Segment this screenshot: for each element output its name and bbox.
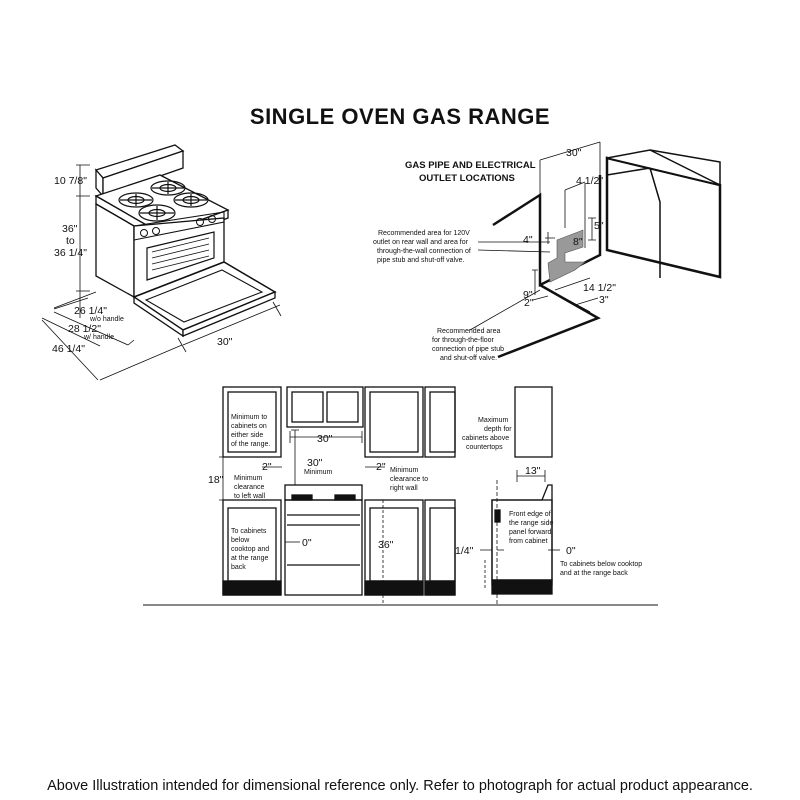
note-handle: w/ handle bbox=[84, 334, 114, 341]
dim-30-min: 30" bbox=[307, 457, 323, 469]
note-below-1: To cabinets bbox=[231, 528, 267, 535]
note-right-wall-2: clearance to bbox=[390, 476, 429, 483]
dim-4-5: 4 1/2" bbox=[576, 175, 604, 187]
note-left-wall-3: to left wall bbox=[234, 493, 266, 500]
note-right-wall-3: right wall bbox=[390, 485, 418, 492]
dim-36: 36" bbox=[378, 539, 394, 551]
note-max-depth-4: countertops bbox=[466, 444, 503, 451]
dim-13: 13" bbox=[525, 465, 541, 477]
note-below-5: back bbox=[231, 564, 246, 571]
dim-depth-door: 46 1/4" bbox=[52, 343, 85, 355]
dim-5: 5" bbox=[594, 220, 604, 232]
note-min-cab-3: either side bbox=[231, 432, 264, 439]
note-min-cab-4: of the range. bbox=[231, 441, 271, 448]
note-wall-2: outlet on rear wall and area for bbox=[373, 239, 468, 246]
dim-depth-handle: 28 1/2" bbox=[68, 323, 101, 335]
dim-0-front: 0" bbox=[302, 537, 312, 549]
note-no-handle: w/o handle bbox=[90, 316, 124, 323]
dim-gas-width: 30" bbox=[566, 147, 582, 159]
dim-top-height: 10 7/8" bbox=[54, 175, 87, 187]
dim-range-width: 30" bbox=[217, 336, 233, 348]
dim-height-1: 36" bbox=[62, 223, 78, 235]
dim-3: 3" bbox=[599, 294, 609, 306]
note-floor-1: Recommended area bbox=[437, 328, 501, 335]
note-max-depth-2: depth for bbox=[484, 426, 512, 433]
note-side-below-1: To cabinets below cooktop bbox=[560, 561, 643, 568]
note-side-below-2: and at the range back bbox=[560, 570, 628, 577]
dim-30-min-word: Minimum bbox=[304, 469, 333, 476]
note-front-edge-2: the range side bbox=[509, 520, 554, 527]
note-max-depth-3: cabinets above bbox=[462, 435, 510, 442]
note-right-wall-1: Minimum bbox=[390, 467, 419, 474]
note-below-4: at the range bbox=[231, 555, 269, 562]
page-title: SINGLE OVEN GAS RANGE bbox=[249, 104, 551, 129]
note-wall-4: pipe stub and shut-off valve. bbox=[377, 257, 465, 264]
gas-heading-2: OUTLET LOCATIONS bbox=[419, 173, 515, 184]
note-front-edge-4: from cabinet bbox=[509, 538, 548, 545]
gas-heading-1: GAS PIPE AND ELECTRICAL bbox=[405, 160, 536, 171]
dim-height-3: 36 1/4" bbox=[54, 247, 87, 259]
dim-30-top: 30" bbox=[317, 433, 333, 445]
note-left-wall-1: Minimum bbox=[234, 475, 263, 482]
dim-quarter: 1/4" bbox=[455, 545, 474, 557]
note-max-depth-1: Maximum bbox=[478, 417, 509, 424]
note-front-edge-3: panel forward bbox=[509, 529, 552, 536]
dim-2-right: 2" bbox=[376, 461, 386, 473]
dim-18: 18" bbox=[208, 474, 224, 486]
note-floor-4: and shut-off valve. bbox=[440, 355, 498, 362]
dim-depth-no-handle: 26 1/4" bbox=[74, 305, 107, 317]
dim-height-2: to bbox=[66, 235, 75, 247]
note-wall-3: through-the-wall connection of bbox=[377, 248, 471, 255]
note-floor-2: for through-the-floor bbox=[432, 337, 494, 344]
note-wall-1: Recommended area for 120V bbox=[378, 230, 470, 237]
dim-8: 8" bbox=[573, 236, 583, 248]
note-front-edge-1: Front edge of bbox=[509, 511, 551, 518]
note-below-3: cooktop and bbox=[231, 546, 270, 553]
note-min-cab-2: cabinets on bbox=[231, 423, 267, 430]
note-left-wall-2: clearance bbox=[234, 484, 265, 491]
note-below-2: below bbox=[231, 537, 250, 544]
dim-2-left: 2" bbox=[262, 461, 272, 473]
dim-0-side: 0" bbox=[566, 545, 576, 557]
note-min-cab-1: Minimum to bbox=[231, 414, 268, 421]
dim-4: 4" bbox=[523, 234, 533, 246]
note-floor-3: connection of pipe stub bbox=[432, 346, 504, 353]
dim-9: 9" bbox=[523, 289, 533, 301]
disclaimer-footer: Above Illustration intended for dimensional reference only. Refer to photograph for actual product appearance. bbox=[47, 778, 753, 794]
dim-14-5: 14 1/2" bbox=[583, 282, 616, 294]
dim-2: 2" bbox=[524, 297, 534, 309]
